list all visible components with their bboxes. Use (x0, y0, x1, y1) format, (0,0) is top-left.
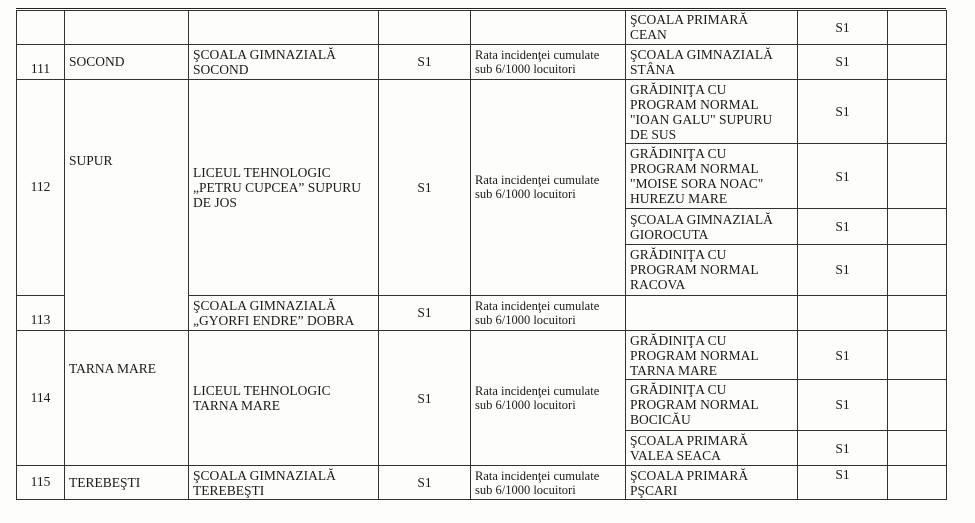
unit-name: ŞCOALA PRIMARĂ VALEA SEACA (626, 430, 798, 466)
scenario: S1 (379, 44, 471, 80)
criterion: Rata incidenţei cumulate sub 6/1000 locuitori (471, 331, 626, 466)
locality: TARNA MARE (65, 331, 189, 466)
unit-level: S1 (798, 244, 888, 295)
school-name: ŞCOALA GIMNAZIALĂ SOCOND (189, 44, 379, 80)
scenario: S1 (379, 331, 471, 466)
unit-level: S1 (798, 44, 888, 80)
unit-level: S1 (798, 466, 888, 500)
unit-level: S1 (798, 430, 888, 466)
unit-level: S1 (798, 331, 888, 380)
row-number: 113 (17, 295, 65, 331)
school-name: LICEUL TEHNOLOGIC „PETRU CUPCEA” SUPURU DE JOS (189, 80, 379, 296)
criterion: Rata incidenţei cumulate sub 6/1000 locuitori (471, 44, 626, 80)
criterion: Rata incidenţei cumulate sub 6/1000 locuitori (471, 80, 626, 296)
unit-name: ŞCOALA PRIMARĂ PŞCARI (626, 466, 798, 500)
schools-table (16, 10, 947, 500)
unit-level: S1 (798, 11, 888, 45)
criterion: Rata incidenţei cumulate sub 6/1000 locuitori (471, 466, 626, 500)
school-name: ŞCOALA GIMNAZIALĂ „GYORFI ENDRE” DOBRA (189, 295, 379, 331)
locality: SUPUR (65, 80, 189, 331)
unit-name: ŞCOALA GIMNAZIALĂ STÂNA (626, 44, 798, 80)
school-name: LICEUL TEHNOLOGIC TARNA MARE (189, 331, 379, 466)
unit-name: ŞCOALA PRIMARĂ CEAN (626, 11, 798, 45)
row-number: 114 (17, 331, 65, 466)
table-row (17, 44, 947, 80)
school-name: ŞCOALA GIMNAZIALĂ TEREBEŞTI (189, 466, 379, 500)
scenario: S1 (379, 80, 471, 296)
unit-name: GRĂDINIŢA CU PROGRAM NORMAL BOCICĂU (626, 380, 798, 431)
unit-level: S1 (798, 144, 888, 209)
unit-name: GRĂDINIŢA CU PROGRAM NORMAL TARNA MARE (626, 331, 798, 380)
row-number: 112 (17, 80, 65, 296)
unit-level: S1 (798, 80, 888, 144)
unit-level: S1 (798, 380, 888, 431)
table-row (17, 331, 947, 380)
unit-name: GRĂDINIŢA CU PROGRAM NORMAL RACOVA (626, 244, 798, 295)
criterion: Rata incidenţei cumulate sub 6/1000 locuitori (471, 295, 626, 331)
top-border-line (16, 8, 946, 9)
scenario: S1 (379, 295, 471, 331)
locality: TEREBEŞTI (65, 466, 189, 500)
unit-name: ŞCOALA GIMNAZIALĂ GIOROCUTA (626, 209, 798, 245)
unit-level: S1 (798, 209, 888, 245)
table-row (17, 466, 947, 500)
table-row (17, 80, 947, 144)
row-number: 115 (17, 466, 65, 500)
row-number: 111 (17, 44, 65, 80)
unit-name: GRĂDINIŢA CU PROGRAM NORMAL "MOISE SORA NOAC" HUREZU MARE (626, 144, 798, 209)
unit-name: GRĂDINIŢA CU PROGRAM NORMAL "IOAN GALU" SUPURU DE SUS (626, 80, 798, 144)
table-row (17, 11, 947, 45)
locality: SOCOND (65, 44, 189, 80)
scenario: S1 (379, 466, 471, 500)
